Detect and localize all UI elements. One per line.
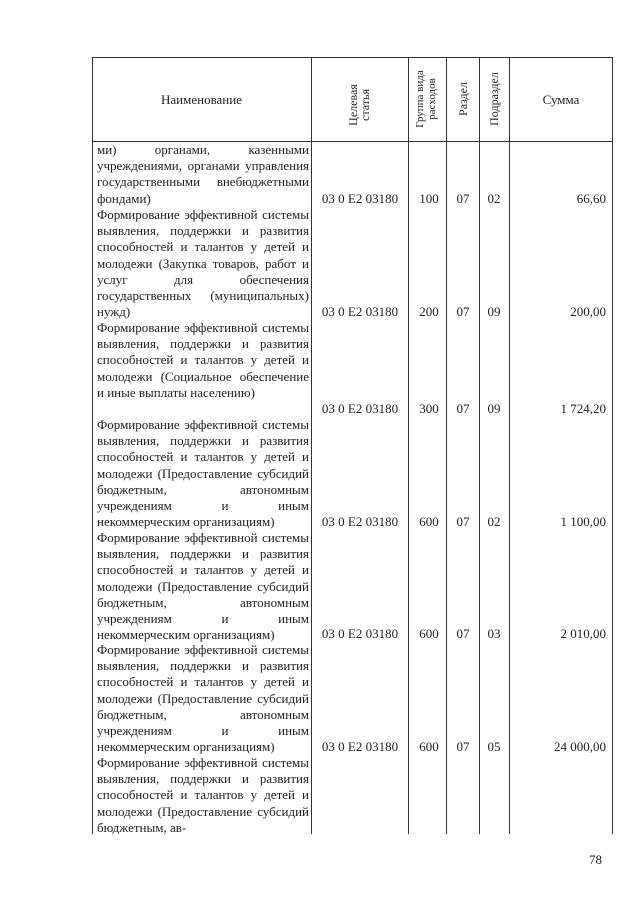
row-0-group: 100 [419,191,439,206]
row-3-subsection: 02 [487,514,501,529]
header-sum: Сумма [542,92,580,107]
row-1-group: 200 [419,304,439,319]
header-target-line2: статья [358,89,372,121]
row-1-sum: 200,00 [570,304,606,319]
header-target-line1: Целевая [346,84,360,126]
col-border-target [408,57,409,834]
row-5-target: 03 0 Е2 03180 [321,739,399,754]
row-0-subsection: 02 [487,191,501,206]
row-2-target: 03 0 Е2 03180 [321,401,399,416]
row-4-target: 03 0 Е2 03180 [321,626,399,641]
row-1-section: 07 [456,304,470,319]
col-border-name [311,57,312,834]
col-border-section [479,57,480,834]
row-2-group: 300 [419,401,439,416]
row-3-sum: 1 100,00 [560,514,606,529]
row-0-section: 07 [456,191,470,206]
row-5-section: 07 [456,739,470,754]
header-name: Наименование [161,92,242,107]
row-6-name: Формирование эффективной системы выявления, поддержки и развития способностей и талантов у детей и молодежи (Предоставление субсидий бюджетным, ав- [97,755,309,835]
table-top-border [92,57,613,58]
row-0-sum: 66,60 [576,191,606,206]
row-3-name: Формирование эффективной системы выявления, поддержки и развития способностей и талантов у детей и молодежи (Предоставление субсидий бюджетным, автономным учреждениям и иным некоммерческим организациям) [97,417,309,530]
row-5-name: Формирование эффективной системы выявления, поддержки и развития способностей и талантов у детей и молодежи (Предоставление субсидий бюджетным, автономным учреждениям и иным некоммерческим организациям) [97,642,309,755]
header-section: Раздел [456,82,470,116]
col-border-right [612,57,613,834]
row-4-group: 600 [419,626,439,641]
row-4-sum: 2 010,00 [560,626,606,641]
row-4-section: 07 [456,626,470,641]
row-3-group: 600 [419,514,439,529]
row-2-name: Формирование эффективной системы выявления, поддержки и развития способностей и талантов у детей и молодежи (Социальное обеспечение и иные выплаты населению) [97,320,309,400]
header-group [414,59,440,139]
row-0-name: ми) органами, казенными учреждениями, органами управления государственными внебюджетными фондами) [97,142,309,206]
row-2-section: 07 [456,401,470,416]
row-3-target: 03 0 Е2 03180 [321,514,399,529]
row-3-section: 07 [456,514,470,529]
row-2-sum: 1 724,20 [560,401,606,416]
row-0-target: 03 0 Е2 03180 [321,191,399,206]
col-border-subsection [509,57,510,834]
row-5-group: 600 [419,739,439,754]
header-target [347,65,373,145]
row-1-target: 03 0 Е2 03180 [321,304,399,319]
header-group-line1: Группа вида [414,70,426,128]
row-4-name: Формирование эффективной системы выявления, поддержки и развития способностей и талантов у детей и молодежи (Предоставление субсидий бюджетным, автономным учреждениям и иным некоммерческим организациям) [97,530,309,643]
header-subsection: Подраздел [487,72,501,126]
row-1-name: Формирование эффективной системы выявления, поддержки и развития способностей и талантов у детей и молодежи (Закупка товаров, работ и услуг для обеспечения государственных (муниципальных) нужд) [97,207,309,320]
header-group-line2: расходов [426,78,438,120]
row-5-subsection: 05 [487,739,501,754]
col-border-left [92,57,93,834]
row-5-sum: 24 000,00 [554,739,606,754]
row-2-subsection: 09 [487,401,501,416]
row-4-subsection: 03 [487,626,501,641]
row-1-subsection: 09 [487,304,501,319]
page-number: 78 [589,852,602,867]
col-border-group [446,57,447,834]
